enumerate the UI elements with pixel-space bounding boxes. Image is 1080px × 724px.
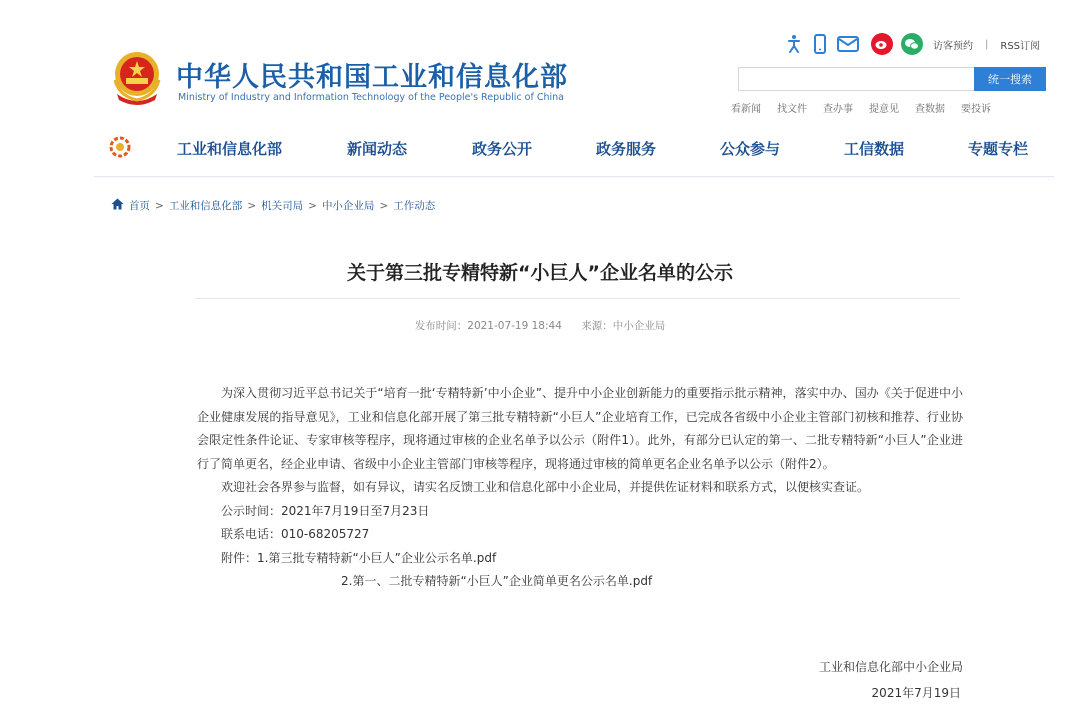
quick-link-files[interactable]: 找文件 (777, 104, 807, 115)
attachment-link-1[interactable]: 1.第三批专精特新“小巨人”企业公示名单.pdf (257, 550, 497, 565)
article-body (197, 382, 963, 594)
main-nav (0, 138, 1080, 160)
breadcrumb-work-news[interactable]: 工作动态 (393, 200, 436, 212)
national-emblem-icon (111, 50, 163, 108)
attachment-link-2[interactable]: 2.第一、二批专精特新“小巨人”企业简单更名公示名单.pdf (341, 574, 653, 588)
breadcrumb-departments[interactable]: 机关司局 (261, 200, 304, 212)
quick-link-news[interactable]: 看新闻 (731, 104, 761, 115)
article-source: 来源：中小企业局 (581, 320, 666, 332)
attachment-row (197, 547, 963, 571)
nav-item-data[interactable]: 工信数据 (844, 140, 905, 158)
nav-item-public-participation[interactable]: 公众参与 (720, 140, 781, 158)
visitor-appointment-link[interactable]: 访客预约 (933, 40, 973, 52)
attachment-label: 附件： (221, 550, 258, 565)
article-paragraph: 联系电话：010-68205727 (221, 527, 370, 541)
topbar-separator: | (985, 38, 989, 50)
nav-item-topics[interactable]: 专题专栏 (968, 140, 1029, 158)
nav-item-ministry[interactable]: 工业和信息化部 (177, 140, 283, 158)
quick-link-feedback[interactable]: 提意见 (869, 104, 899, 115)
article-meta (0, 318, 1080, 333)
top-utility-bar (785, 33, 1040, 55)
signature-org: 工业和信息化部中小企业局 (818, 660, 963, 674)
breadcrumb-ministry[interactable]: 工业和信息化部 (168, 200, 243, 212)
home-icon[interactable] (111, 198, 124, 213)
article-title: 关于第三批专精特新“小巨人”企业名单的公示 (347, 262, 733, 284)
nav-item-news[interactable]: 新闻动态 (347, 140, 408, 158)
mail-icon[interactable] (837, 35, 859, 53)
publish-time: 发布时间：2021-07-19 18:44 (414, 320, 562, 332)
quick-link-data[interactable]: 查数据 (915, 104, 945, 115)
weibo-icon[interactable] (871, 33, 893, 55)
breadcrumb-separator: > (379, 199, 389, 212)
title-divider (195, 298, 960, 299)
site-subtitle: Ministry of Industry and Information Technology of the People's Republic of China (178, 92, 564, 103)
article-paragraph: 公示时间：2021年7月19日至7月23日 (221, 503, 430, 518)
attachment-row (197, 570, 963, 594)
quick-link-complaint[interactable]: 要投诉 (961, 104, 991, 115)
accessibility-icon[interactable] (785, 34, 803, 54)
breadcrumb-separator: > (155, 199, 164, 212)
nav-item-gov-affairs[interactable]: 政务公开 (472, 140, 533, 158)
breadcrumb-sme-bureau[interactable]: 中小企业局 (321, 200, 375, 212)
quick-link-services[interactable]: 查办事 (823, 104, 853, 115)
article-paragraph: 欢迎社会各界参与监督，如有异议，请实名反馈工业和信息化部中小企业局，并提供佐证材料和联系方式，以便核实查证。 (221, 480, 870, 494)
search-input[interactable] (738, 67, 974, 91)
quick-links (731, 100, 1007, 115)
mobile-icon[interactable] (811, 34, 829, 54)
wechat-icon[interactable] (901, 33, 923, 55)
breadcrumb (111, 198, 435, 213)
article-paragraph: 为深入贯彻习近平总书记关于“培育一批‘专精特新’中小企业”、提升中小企业创新能力的重要指示批示精神，落实中办、国办《关于促进中小企业健康发展的指导意见》，工业和信息化部开展了第三批专精特新“小巨人”企业培育工作，已完成各省级中小企业主管部门初核和推荐、行业协会限定性条件论证、专家审核等程序，现将通过审核的企业名单予以公示（附件1）。此外，有部分已认定的第一、二批专精特新“小巨人”企业进行了简单更名，经企业申请、省级中小企业主管部门审核等程序，现将通过审核的简单更名企业名单予以公示（附件2）。 (197, 386, 963, 471)
signature-date: 2021年7月19日 (871, 686, 961, 700)
rss-link[interactable]: RSS订阅 (1000, 40, 1041, 52)
site-title: 中华人民共和国工业和信息化部 (176, 62, 568, 93)
breadcrumb-separator: > (247, 199, 257, 212)
nav-item-gov-services[interactable]: 政务服务 (596, 140, 657, 158)
nav-divider (94, 176, 1054, 177)
unified-search-button[interactable]: 统一搜索 (974, 67, 1046, 91)
breadcrumb-home[interactable]: 首页 (129, 200, 150, 212)
breadcrumb-separator: > (308, 199, 317, 212)
